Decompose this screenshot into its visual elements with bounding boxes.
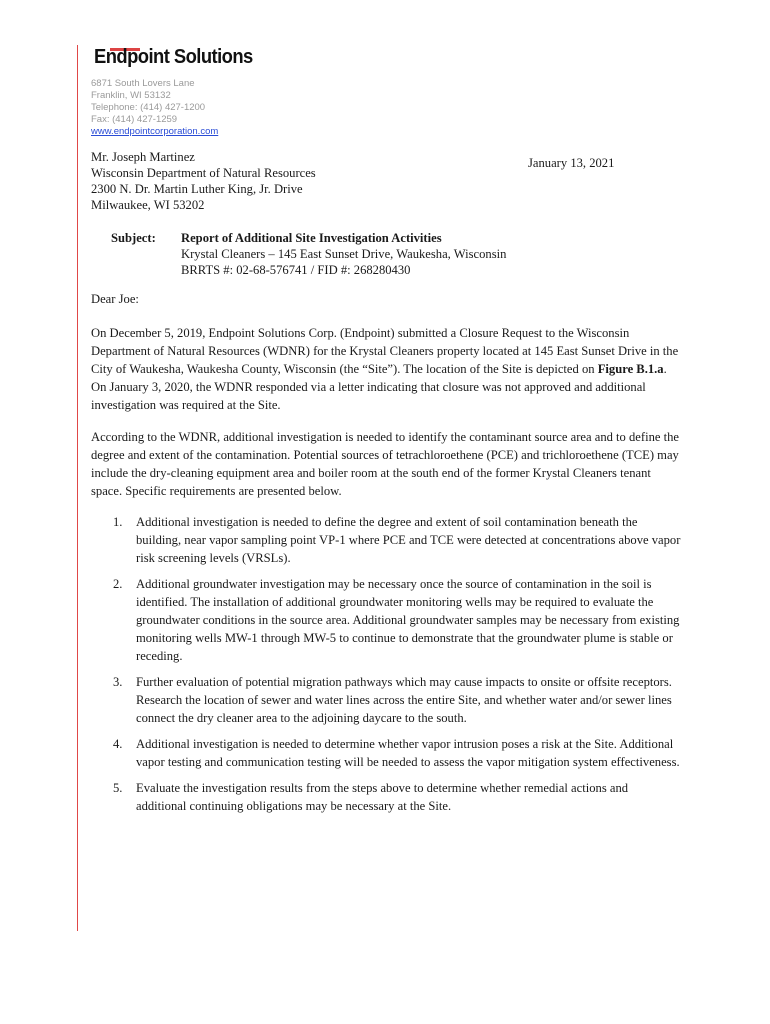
recipient-name: Mr. Joseph Martinez [91, 150, 195, 164]
figure-reference: Figure B.1.a [597, 362, 664, 376]
address-line: 6871 South Lovers Lane [91, 78, 195, 89]
recipient-address [91, 149, 316, 213]
fax: Fax: (414) 427-1259 [91, 114, 178, 125]
list-item-number: 5. [113, 781, 123, 795]
salutation: Dear Joe: [91, 292, 139, 306]
subject-site: Krystal Cleaners – 145 East Sunset Drive, Waukesha, Wisconsin [181, 247, 507, 261]
paragraph-1-start: On December 5, 2019, Endpoint Solutions Corp. (Endpoint) submitted a Closure Request to the Wisconsin Department of Natural Resources (WDNR) for the Krystal Cleaners property located at 145 East Sunset Drive in the City of Waukesha, Waukesha County, Wisconsin (the “Site”). The location of the Site is depicted on [91, 326, 679, 376]
list-item-text: Additional investigation is needed to define the degree and extent of soil contamination beneath the building, near vapor sampling point VP-1 where PCE and TCE were detected at concentrations above vapor risk screening levels (VRSLs). [136, 515, 681, 565]
letterhead-contact [91, 78, 218, 138]
recipient-street: 2300 N. Dr. Martin Luther King, Jr. Drive [91, 182, 303, 196]
website-link[interactable]: www.endpointcorporation.com [91, 126, 219, 137]
subject-label: Subject: [111, 231, 156, 245]
list-item-text: Additional investigation is needed to determine whether vapor intrusion poses a risk at the Site. Additional vapor testing and communication testing will be needed to assess the vapor mitigation system effectiveness. [136, 737, 680, 769]
recipient-org: Wisconsin Department of Natural Resources [91, 166, 316, 180]
list-item [91, 779, 681, 815]
subject-ids: BRRTS #: 02-68-576741 / FID #: 268280430 [181, 263, 411, 277]
city-line: Franklin, WI 53132 [91, 90, 171, 101]
list-item [91, 673, 681, 727]
letter-date: January 13, 2021 [528, 156, 615, 170]
subject-title: Report of Additional Site Investigation Activities [181, 231, 442, 245]
recipient-city: Milwaukee, WI 53202 [91, 198, 205, 212]
company-logo: Endpoint Solutions [94, 46, 253, 68]
telephone: Telephone: (414) 427-1200 [91, 102, 206, 113]
list-item-text: Further evaluation of potential migration pathways which may cause impacts to onsite or offsite receptors. Research the location of sewer and water lines across the entire Site, and whether water and/or sewer lines connect the dry cleaner area to the adjoining daycare to the south. [136, 675, 672, 725]
list-item [91, 575, 681, 665]
list-item-text: Additional groundwater investigation may be necessary once the source of contamination in the soil is identified. The installation of additional groundwater monitoring wells may be required to evaluate the groundwater conditions in the source area. Additional groundwater samples may be necessary from existing monitoring wells MW-1 through MW-5 to continue to demonstrate that the groundwater plume is stable or receding. [136, 577, 680, 663]
paragraph-1-end: . On January 3, 2020, the WDNR responded via a letter indicating that closure was not approved and additional investigation was required at the Site. [91, 362, 667, 412]
list-item [91, 735, 681, 771]
list-item-number: 1. [113, 515, 123, 529]
list-item-number: 3. [113, 675, 123, 689]
paragraph-1 [91, 324, 681, 414]
list-item-number: 4. [113, 737, 123, 751]
list-item [91, 513, 681, 567]
list-item-text: Evaluate the investigation results from the steps above to determine whether remedial actions and additional continuing obligations may be necessary at the Site. [136, 781, 629, 813]
list-item-number: 2. [113, 577, 123, 591]
paragraph-2: According to the WDNR, additional investigation is needed to identify the contaminant source area and to define the degree and extent of the contamination. Potential sources of tetrachloroethene (PCE) and trichloroethene (TCE) may include the dry-cleaning equipment area and boiler room at the south end of the former Krystal Cleaners tenant space. Specific requirements are presented below. [91, 430, 680, 498]
margin-line [77, 45, 78, 931]
requirements-list [91, 513, 681, 823]
